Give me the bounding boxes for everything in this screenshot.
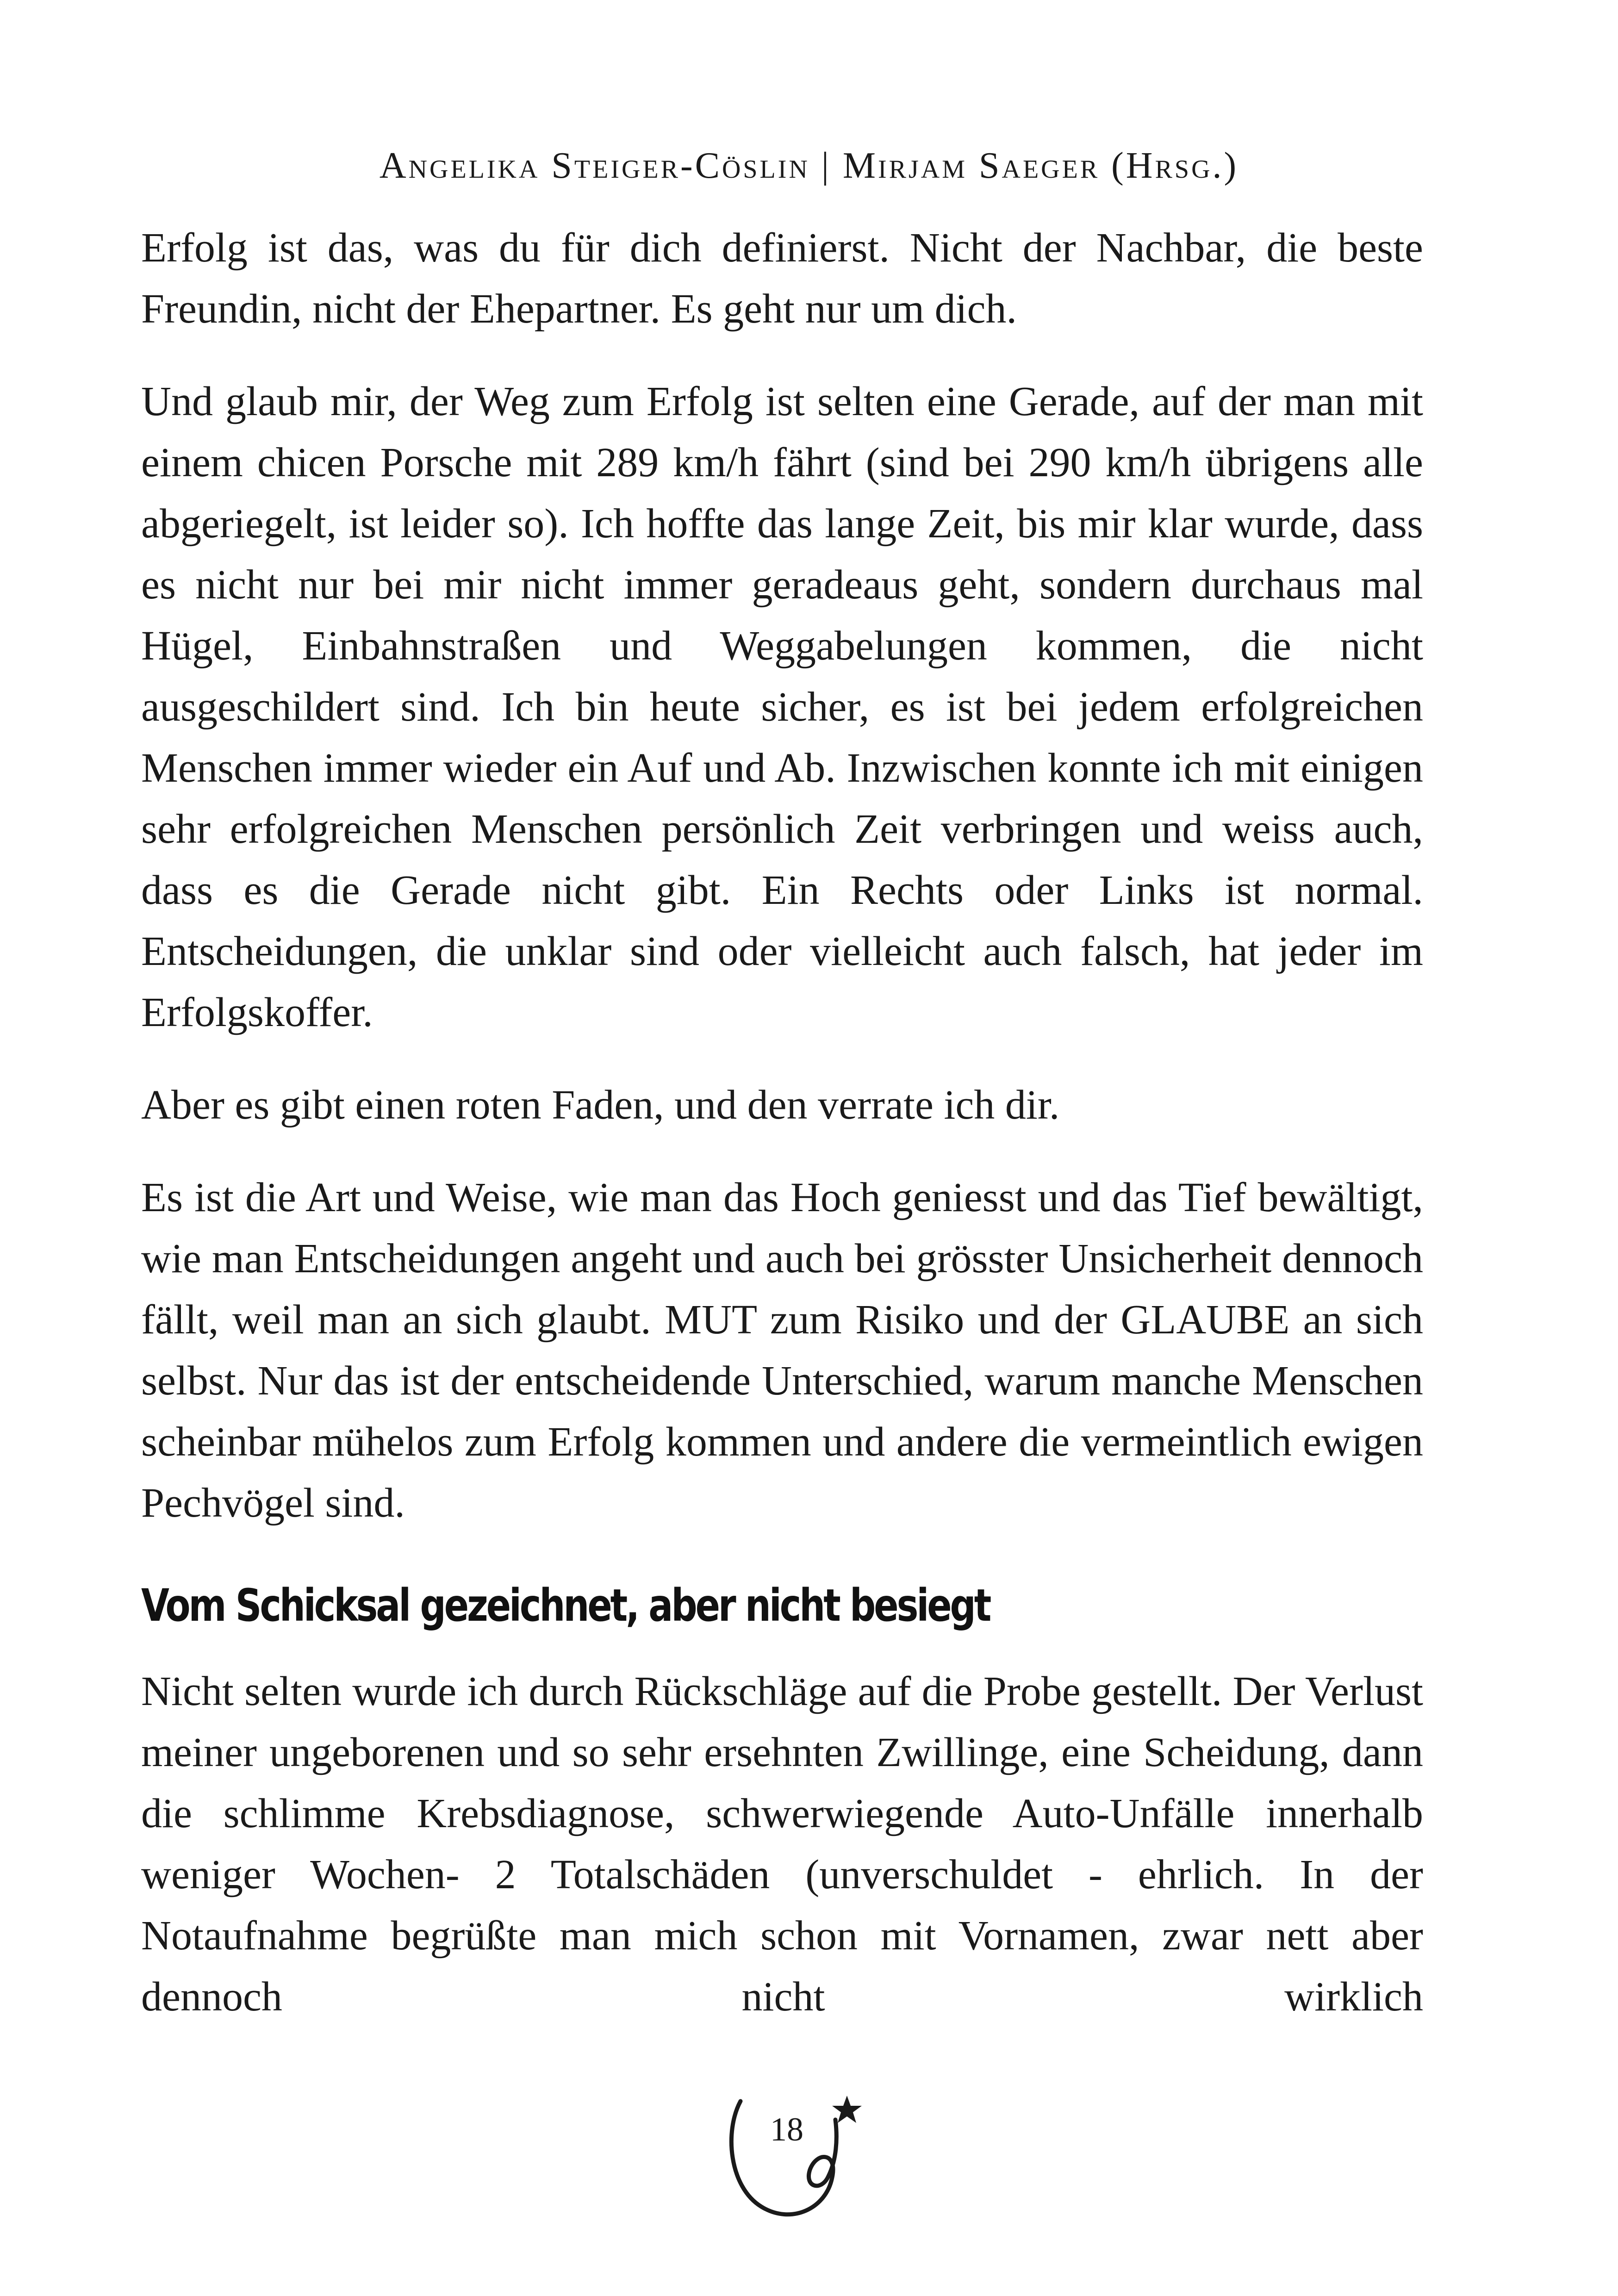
page-number-ornament [722,2087,879,2240]
section-heading: Vom Schicksal gezeichnet, aber nicht besiegt [141,1580,990,1631]
paragraph-2: Und glaub mir, der Weg zum Erfolg ist selten eine Gerade, auf der man mit einem chicen Porsche mit 289 km/h fährt (sind bei 290 km/h übrigens alle abgeriegelt, ist leider so). Ich hoffte das lange Zeit, bis mir klar wurde, dass es nicht nur bei mir nicht immer geradeaus geht, sondern durchaus mal Hügel, Einbahnstraßen und Weggabelungen kommen, die nicht ausgeschildert sind. Ich bin heute sicher, es ist bei jedem erfolgreichen Menschen immer wieder ein Auf und Ab. Inzwischen konnte ich mit einigen sehr erfolgreichen Menschen persönlich Zeit verbringen und weiss auch, dass es die Gerade nicht gibt. Ein Rechts oder Links ist normal. Entscheidungen, die unklar sind oder vielleicht auch falsch, hat jeder im Erfolgskoffer. [141,379,1423,1035]
paragraph-3: Aber es gibt einen roten Faden, und den verrate ich dir. [141,1082,1060,1128]
page-number: 18 [770,2111,803,2148]
paragraph-4: Es ist die Art und Weise, wie man das Hoch geniesst und das Tief bewältigt, wie man Entscheidungen angeht und auch bei grösster Unsicherheit dennoch fällt, weil man an sich glaubt. MUT zum Risiko und der GLAUBE an sich selbst. Nur das ist der entscheidende Unterschied, warum manche Menschen scheinbar mühelos zum Erfolg kommen und andere die vermeintlich ewigen Pechvögel sind. [141,1175,1423,1526]
page-body [141,218,1423,2028]
paragraph-1: Erfolg ist das, was du für dich definierst. Nicht der Nachbar, die beste Freundin, nicht der Ehepartner. Es geht nur um dich. [141,225,1423,332]
swirl-star-icon [722,2087,879,2240]
running-header: Angelika Steiger-Cöslin | Mirjam Saeger (Hrsg.) [379,145,1239,186]
section-paragraph: Nicht selten wurde ich durch Rückschläge auf die Probe gestellt. Der Verlust meiner ungeborenen und so sehr ersehnten Zwillinge, eine Scheidung, dann die schlimme Krebsdiagnose, schwerwiegende Auto-Unfälle innerhalb weniger Wochen- 2 Totalschäden (unverschuldet - ehrlich. In der Notaufnahme begrüßte man mich schon mit Vornamen, zwar nett aber dennoch nicht wirklich [141,1668,1423,2020]
